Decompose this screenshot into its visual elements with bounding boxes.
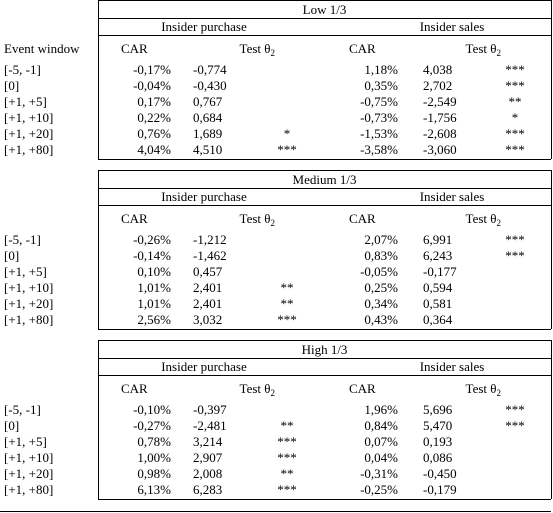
car-header: CAR — [349, 211, 376, 226]
sales-car-cell: 0,04% — [364, 450, 398, 465]
table-right-border — [551, 0, 552, 159]
car-header: CAR — [349, 381, 376, 396]
test-theta-header — [421, 381, 501, 396]
event-window-cell: [0] — [4, 248, 20, 263]
insider-sales-header: Insider sales — [419, 189, 485, 204]
test-label: Test θ — [239, 381, 271, 396]
purchase-significance-cell: ** — [280, 418, 294, 433]
sales-test-cell: 0,594 — [423, 280, 453, 295]
insider-purchase-header: Insider purchase — [161, 19, 247, 34]
purchase-significance-cell: ** — [280, 296, 294, 311]
purchase-test-cell: 2,907 — [193, 450, 223, 465]
car-header: CAR — [121, 41, 148, 56]
purchase-car-cell: 0,76% — [137, 126, 171, 141]
purchase-car-cell: 2,56% — [137, 312, 171, 327]
car-header: CAR — [121, 211, 148, 226]
test-label: Test θ — [465, 41, 497, 56]
purchase-significance-cell: * — [283, 126, 291, 141]
event-window-cell: [+1, +10] — [4, 450, 54, 465]
event-window-cell: [+1, +5] — [4, 434, 47, 449]
table-right-border — [551, 340, 552, 499]
insider-purchase-header: Insider purchase — [161, 189, 247, 204]
table-left-border — [98, 340, 99, 499]
test-subscript: 2 — [496, 218, 501, 228]
purchase-test-cell: -0,430 — [193, 78, 227, 93]
purchase-test-cell: -0,774 — [193, 62, 227, 77]
purchase-car-cell: 1,01% — [137, 296, 171, 311]
sales-test-cell: -1,756 — [423, 110, 457, 125]
test-label: Test θ — [465, 381, 497, 396]
car-header: CAR — [121, 381, 148, 396]
event-window-cell: [+1, +20] — [4, 126, 54, 141]
purchase-car-cell: -0,10% — [133, 402, 171, 417]
sales-test-cell: 6,991 — [423, 232, 453, 247]
test-theta-header — [195, 211, 275, 226]
test-theta-header — [195, 381, 275, 396]
test-subscript: 2 — [270, 388, 275, 398]
insider-sales-header: Insider sales — [419, 359, 485, 374]
purchase-significance-cell: *** — [277, 482, 297, 497]
purchase-test-cell: 0,767 — [193, 94, 223, 109]
purchase-significance-cell: *** — [277, 434, 297, 449]
table-left-border — [98, 170, 99, 329]
sales-significance-cell: *** — [505, 402, 525, 417]
purchase-car-cell: 0,98% — [137, 466, 171, 481]
event-window-cell: [+1, +20] — [4, 296, 54, 311]
sales-test-cell: 5,470 — [423, 418, 453, 433]
sales-car-cell: -0,25% — [360, 482, 398, 497]
purchase-car-cell: 0,10% — [137, 264, 171, 279]
sales-car-cell: -0,31% — [360, 466, 398, 481]
sales-test-cell: 0,193 — [423, 434, 453, 449]
purchase-test-cell: -1,212 — [193, 232, 227, 247]
insider-sales-header: Insider sales — [419, 19, 485, 34]
table-bottom-rule — [0, 511, 551, 512]
sales-test-cell: -0,177 — [423, 264, 457, 279]
purchase-car-cell: 6,13% — [137, 482, 171, 497]
purchase-test-cell: 1,689 — [193, 126, 223, 141]
panel-top-rule — [98, 340, 551, 341]
purchase-significance-cell: *** — [277, 142, 297, 157]
sales-test-cell: 2,702 — [423, 78, 453, 93]
sales-car-cell: 0,25% — [364, 280, 398, 295]
purchase-car-cell: 0,17% — [137, 94, 171, 109]
sales-significance-cell: *** — [505, 126, 525, 141]
purchase-test-cell: 0,457 — [193, 264, 223, 279]
panel-top-rule — [98, 170, 551, 171]
event-window-cell: [+1, +80] — [4, 312, 54, 327]
test-label: Test θ — [239, 41, 271, 56]
purchase-car-cell: 1,01% — [137, 280, 171, 295]
purchase-significance-cell: *** — [277, 312, 297, 327]
sales-car-cell: 2,07% — [364, 232, 398, 247]
sales-test-cell: -2,549 — [423, 94, 457, 109]
sales-car-cell: -0,75% — [360, 94, 398, 109]
purchase-car-cell: -0,17% — [133, 62, 171, 77]
panel-bottom-rule — [98, 329, 551, 330]
event-window-cell: [+1, +10] — [4, 110, 54, 125]
test-subscript: 2 — [270, 218, 275, 228]
event-window-cell: [-5, -1] — [4, 62, 41, 77]
panel-bottom-rule — [98, 499, 551, 500]
sales-test-cell: -2,608 — [423, 126, 457, 141]
panel-title: Medium 1/3 — [292, 172, 357, 187]
sales-test-cell: 0,364 — [423, 312, 453, 327]
sales-significance-cell: ** — [508, 94, 522, 109]
table-left-border — [98, 0, 99, 159]
sales-test-cell: -0,179 — [423, 482, 457, 497]
sales-test-cell: 4,038 — [423, 62, 453, 77]
sales-car-cell: 0,43% — [364, 312, 398, 327]
purchase-significance-cell: ** — [280, 466, 294, 481]
sales-car-cell: 0,83% — [364, 248, 398, 263]
test-label: Test θ — [239, 211, 271, 226]
event-window-header: Event window — [4, 41, 80, 56]
event-window-cell: [+1, +5] — [4, 264, 47, 279]
table-right-border — [551, 170, 552, 329]
event-window-cell: [+1, +10] — [4, 280, 54, 295]
sales-significance-cell: *** — [505, 78, 525, 93]
sales-significance-cell: * — [511, 110, 519, 125]
sales-significance-cell: *** — [505, 418, 525, 433]
purchase-test-cell: 0,684 — [193, 110, 223, 125]
purchase-test-cell: 3,032 — [193, 312, 223, 327]
test-subscript: 2 — [270, 48, 275, 58]
test-theta-header — [195, 41, 275, 56]
purchase-car-cell: -0,04% — [133, 78, 171, 93]
sales-car-cell: 1,18% — [364, 62, 398, 77]
purchase-significance-cell: ** — [280, 280, 294, 295]
purchase-car-cell: -0,27% — [133, 418, 171, 433]
sales-car-cell: 1,96% — [364, 402, 398, 417]
sales-significance-cell: *** — [505, 62, 525, 77]
purchase-test-cell: -2,481 — [193, 418, 227, 433]
sales-test-cell: -0,450 — [423, 466, 457, 481]
event-window-cell: [0] — [4, 418, 20, 433]
test-theta-header — [421, 211, 501, 226]
event-window-cell: [0] — [4, 78, 20, 93]
event-window-cell: [-5, -1] — [4, 232, 41, 247]
purchase-test-cell: 2,401 — [193, 296, 223, 311]
sales-car-cell: -3,58% — [360, 142, 398, 157]
sales-test-cell: 6,243 — [423, 248, 453, 263]
purchase-test-cell: 2,008 — [193, 466, 223, 481]
event-window-cell: [-5, -1] — [4, 402, 41, 417]
sales-car-cell: -1,53% — [360, 126, 398, 141]
purchase-test-cell: -0,397 — [193, 402, 227, 417]
insider-purchase-header: Insider purchase — [161, 359, 247, 374]
test-subscript: 2 — [496, 48, 501, 58]
panel-title: High 1/3 — [301, 342, 348, 357]
panel-title: Low 1/3 — [302, 2, 347, 17]
sales-significance-cell: *** — [505, 142, 525, 157]
event-window-cell: [+1, +80] — [4, 142, 54, 157]
purchase-test-cell: 3,214 — [193, 434, 223, 449]
event-window-cell: [+1, +5] — [4, 94, 47, 109]
purchase-car-cell: -0,26% — [133, 232, 171, 247]
sales-car-cell: 0,34% — [364, 296, 398, 311]
test-subscript: 2 — [496, 388, 501, 398]
sales-significance-cell: *** — [505, 248, 525, 263]
purchase-test-cell: 4,510 — [193, 142, 223, 157]
sales-car-cell: -0,73% — [360, 110, 398, 125]
purchase-test-cell: -1,462 — [193, 248, 227, 263]
car-header: CAR — [349, 41, 376, 56]
sales-test-cell: 5,696 — [423, 402, 453, 417]
event-window-cell: [+1, +80] — [4, 482, 54, 497]
purchase-car-cell: 0,78% — [137, 434, 171, 449]
test-theta-header — [421, 41, 501, 56]
test-label: Test θ — [465, 211, 497, 226]
purchase-car-cell: -0,14% — [133, 248, 171, 263]
group-header-rule — [98, 375, 551, 376]
sales-significance-cell: *** — [505, 232, 525, 247]
purchase-test-cell: 6,283 — [193, 482, 223, 497]
panel-bottom-rule — [98, 159, 551, 160]
sales-car-cell: 0,35% — [364, 78, 398, 93]
sales-car-cell: 0,84% — [364, 418, 398, 433]
purchase-significance-cell: *** — [277, 450, 297, 465]
panel-top-rule — [98, 0, 551, 1]
purchase-car-cell: 1,00% — [137, 450, 171, 465]
purchase-test-cell: 2,401 — [193, 280, 223, 295]
sales-test-cell: 0,581 — [423, 296, 453, 311]
event-window-cell: [+1, +20] — [4, 466, 54, 481]
sales-test-cell: -3,060 — [423, 142, 457, 157]
sales-car-cell: 0,07% — [364, 434, 398, 449]
sales-test-cell: 0,086 — [423, 450, 453, 465]
purchase-car-cell: 4,04% — [137, 142, 171, 157]
group-header-rule — [98, 35, 551, 36]
sales-car-cell: -0,05% — [360, 264, 398, 279]
purchase-car-cell: 0,22% — [137, 110, 171, 125]
group-header-rule — [98, 205, 551, 206]
